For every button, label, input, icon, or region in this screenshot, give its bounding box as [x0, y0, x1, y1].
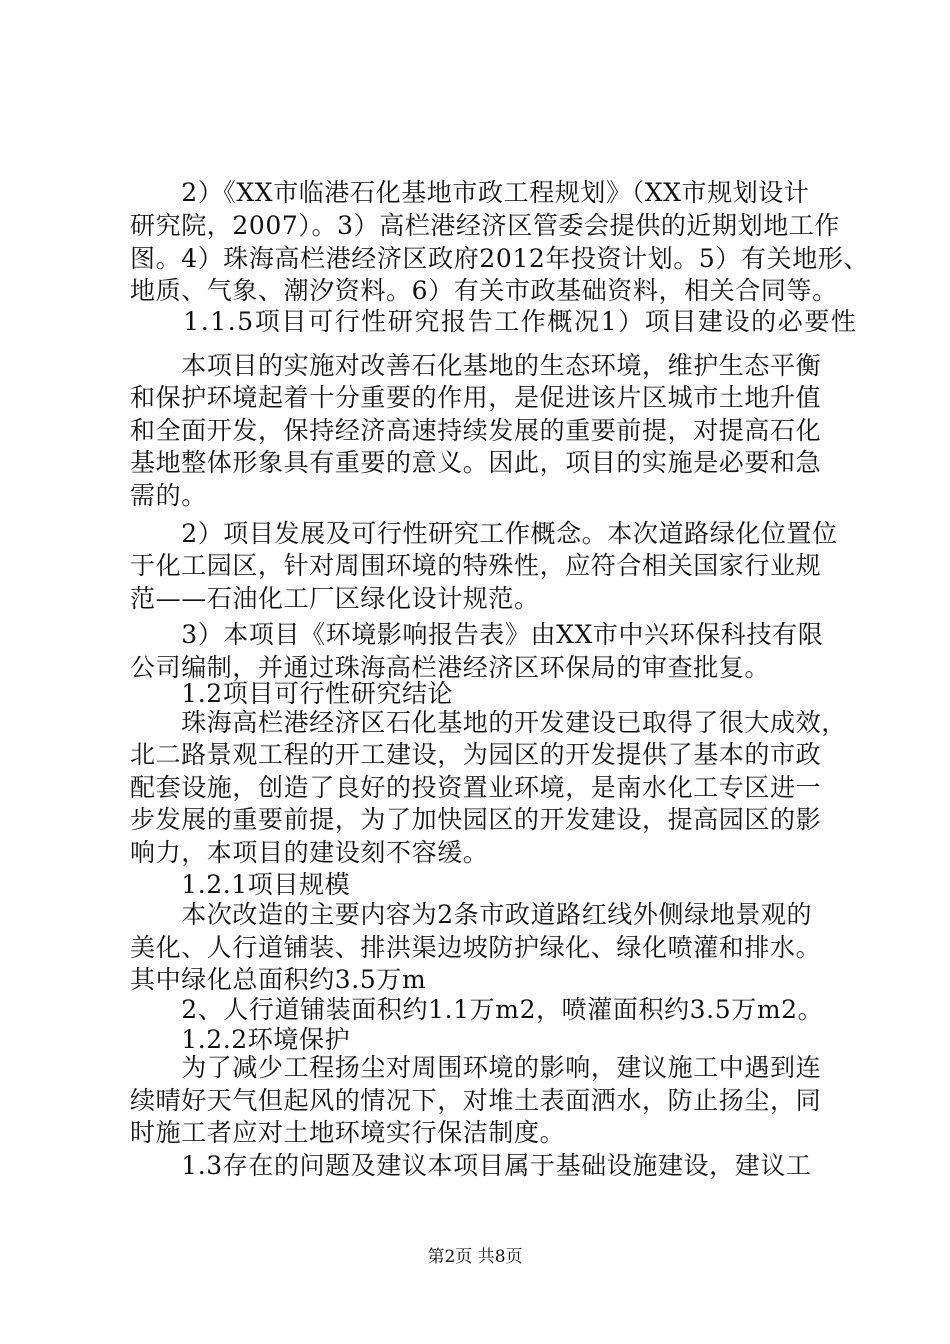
page-footer: 第2页 共8页: [427, 1247, 523, 1267]
paragraph-line: 2、人行道铺装面积约1.1万m2，喷灌面积约3.5万m2。: [130, 995, 824, 1024]
paragraph-line: 3）本项目《环境影响报告表》由XX市中兴环保科技有限: [130, 620, 824, 649]
paragraph-line: 范——石油化工厂区绿化设计规范。: [130, 584, 540, 613]
paragraph-line: 基地整体形象具有重要的意义。因此，项目的实施是必要和急: [130, 448, 822, 477]
paragraph-line: 需的。: [130, 481, 207, 510]
paragraph-line: 本次改造的主要内容为2条市政道路红线外侧绿地景观的: [130, 900, 813, 929]
paragraph-line: 美化、人行道铺装、排洪渠边坡防护绿化、绿化喷灌和排水。: [130, 933, 822, 962]
paragraph-line: 和保护环境起着十分重要的作用，是促进该片区城市土地升值: [130, 383, 822, 412]
section-heading: 1.1.5项目可行性研究报告工作概况1）项目建设的必要性: [130, 307, 858, 336]
paragraph-line: 公司编制，并通过珠海高栏港经济区环保局的审查批复。: [130, 653, 771, 682]
paragraph-line: 研究院，2007）。3）高栏港经济区管委会提供的近期划地工作: [130, 211, 841, 240]
paragraph-line: 北二路景观工程的开工建设，为园区的开发提供了基本的市政: [130, 740, 822, 769]
paragraph-line: 配套设施，创造了良好的投资置业环境，是南水化工专区进一: [130, 773, 822, 802]
paragraph-line: 为了减少工程扬尘对周围环境的影响，建议施工中遇到连: [130, 1053, 822, 1082]
paragraph-line: 于化工园区，针对周围环境的特殊性，应符合相关国家行业规: [130, 551, 822, 580]
paragraph-line: 响力，本项目的建设刻不容缓。: [130, 838, 489, 867]
paragraph-line: 时施工者应对土地环境实行保洁制度。: [130, 1118, 566, 1147]
paragraph-line: 图。4）珠海高栏港经济区政府2012年投资计划。5）有关地形、: [130, 244, 870, 273]
paragraph-line: 2）《XX市临港石化基地市政工程规划》（XX市规划设计: [130, 178, 810, 207]
section-heading: 1.2项目可行性研究结论: [130, 679, 454, 708]
section-heading: 1.2.1项目规模: [130, 870, 351, 899]
paragraph-line: 步发展的重要前提，为了加快园区的开发建设，提高园区的影: [130, 805, 822, 834]
paragraph-line: 和全面开发，保持经济高速持续发展的重要前提，对提高石化: [130, 416, 822, 445]
paragraph-line: 续晴好天气但起风的情况下，对堆土表面洒水，防止扬尘，同: [130, 1086, 822, 1115]
paragraph-line: 珠海高栏港经济区石化基地的开发建设已取得了很大成效，: [130, 708, 847, 737]
paragraph-line: 2）项目发展及可行性研究工作概念。本次道路绿化位置位: [130, 519, 838, 548]
paragraph-line: 本项目的实施对改善石化基地的生态环境，维护生态平衡: [130, 351, 822, 380]
paragraph-line: 其中绿化总面积约3.5万m: [130, 965, 427, 994]
section-heading: 1.2.2环境保护: [130, 1025, 351, 1054]
paragraph-line: 1.3存在的问题及建议本项目属于基础设施建设，建议工: [130, 1151, 812, 1180]
paragraph-line: 地质、气象、潮汐资料。6）有关市政基础资料，相关合同等。: [130, 276, 838, 305]
